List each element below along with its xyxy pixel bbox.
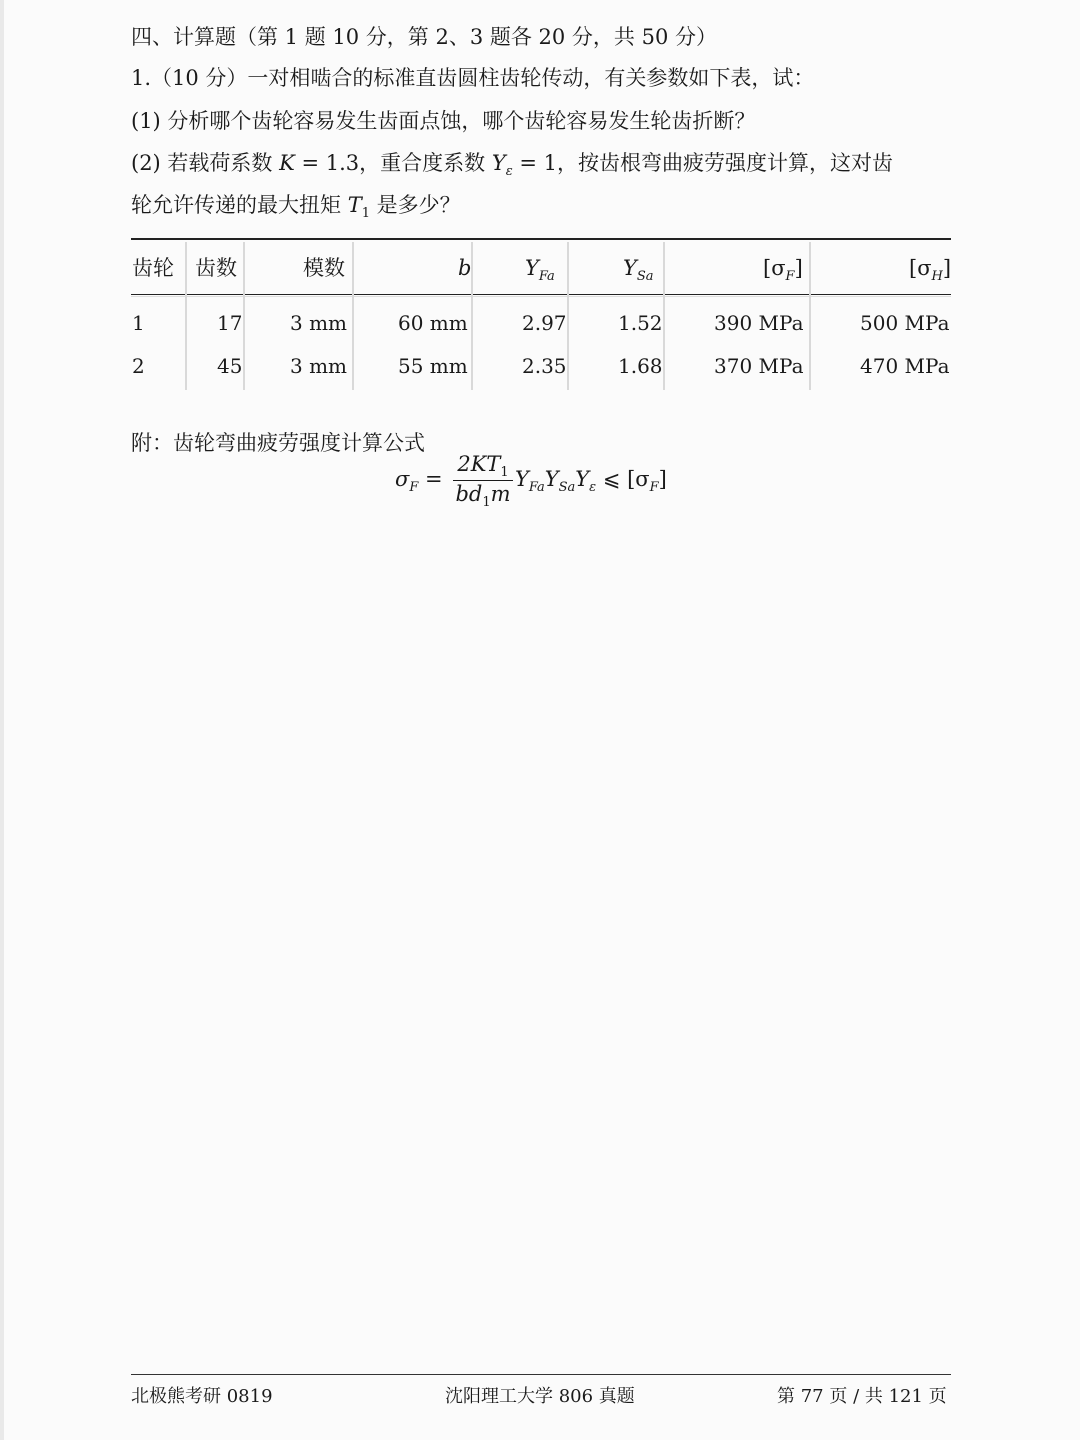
table-cell: 55 mm (398, 354, 468, 378)
page-edge (0, 0, 4, 1440)
table-cell: 1.52 (618, 311, 663, 335)
formula-lhs: $\sigma_F$ (395, 467, 419, 496)
table-header-rule-shadow (131, 296, 951, 297)
table-header-rule (131, 294, 951, 295)
column-separator (809, 242, 811, 390)
table-cell: 2.97 (522, 311, 567, 335)
footer-rule (131, 1374, 951, 1375)
formula-denominator: $bd_1m$ (455, 482, 511, 511)
table-cell: 470 MPa (860, 354, 950, 378)
question-part-2 (131, 148, 893, 187)
header-teeth: 齿数 (195, 256, 237, 280)
symbol-K: K (279, 151, 295, 175)
table-cell: 370 MPa (714, 354, 804, 378)
table-cell: 45 (217, 354, 243, 378)
table-cell: 60 mm (398, 311, 468, 335)
table-cell: 3 mm (290, 311, 348, 335)
footer-left: 北极熊考研 0819 (131, 1386, 273, 1407)
question-part-2-line-2: 轮允许传递的最大扭矩 $T_1$ 是多少？ (131, 193, 461, 222)
column-separator (185, 242, 187, 390)
fraction-bar (453, 480, 513, 481)
footer-center: 沈阳理工大学 806 真题 (445, 1386, 635, 1407)
section-title: 四、计算题（第 1 题 10 分，第 2、3 题各 20 分，共 50 分） (131, 25, 717, 49)
question-intro: 1.（10 分）一对相啮合的标准直齿圆柱齿轮传动，有关参数如下表，试： (131, 66, 815, 90)
table-cell: 500 MPa (860, 311, 950, 335)
table-cell: 17 (217, 311, 243, 335)
header-b: b (458, 256, 472, 280)
table-cell: 2.35 (522, 354, 567, 378)
table-cell: 1 (132, 311, 145, 335)
appendix-label: 附：齿轮弯曲疲劳强度计算公式 (131, 431, 425, 455)
formula-rhs: $Y_{Fa}Y_{Sa}Y_\varepsilon$ ⩽ $[\sigma_F]$ (515, 467, 667, 496)
table-cell: 390 MPa (714, 311, 804, 335)
table-cell: 1.68 (618, 354, 663, 378)
symbol-T1: $T_1$ (347, 193, 370, 222)
footer-page-number: 第 77 页 / 共 121 页 (777, 1386, 947, 1407)
part2-eq1: = 1.3，重合度系数 (294, 151, 492, 175)
header-module: 模数 (303, 256, 345, 280)
header-sigmaH: $[\sigma_H]$ (909, 256, 952, 285)
header-YSa: $Y_{Sa}$ (623, 256, 654, 285)
part2-text-a: (2) 若载荷系数 (131, 151, 273, 175)
column-separator (352, 242, 354, 390)
formula-equals: = (425, 467, 443, 491)
header-sigmaF: $[\sigma_F]$ (763, 256, 803, 285)
table-top-rule (131, 238, 951, 240)
part2-eq2: = 1，按齿根弯曲疲劳强度计算，这对齿 (512, 151, 894, 175)
symbol-Y-epsilon: $Y_\varepsilon$ (491, 151, 513, 180)
header-YFa: $Y_{Fa}$ (525, 256, 555, 285)
formula-numerator: $2KT_1$ (457, 452, 509, 481)
question-part-1: (1) 分析哪个齿轮容易发生齿面点蚀，哪个齿轮容易发生轮齿折断？ (131, 109, 756, 133)
header-gear: 齿轮 (132, 256, 174, 280)
table-cell: 2 (132, 354, 145, 378)
column-separator (243, 242, 245, 390)
table-cell: 3 mm (290, 354, 348, 378)
column-separator (567, 242, 569, 390)
column-separator (663, 242, 665, 390)
